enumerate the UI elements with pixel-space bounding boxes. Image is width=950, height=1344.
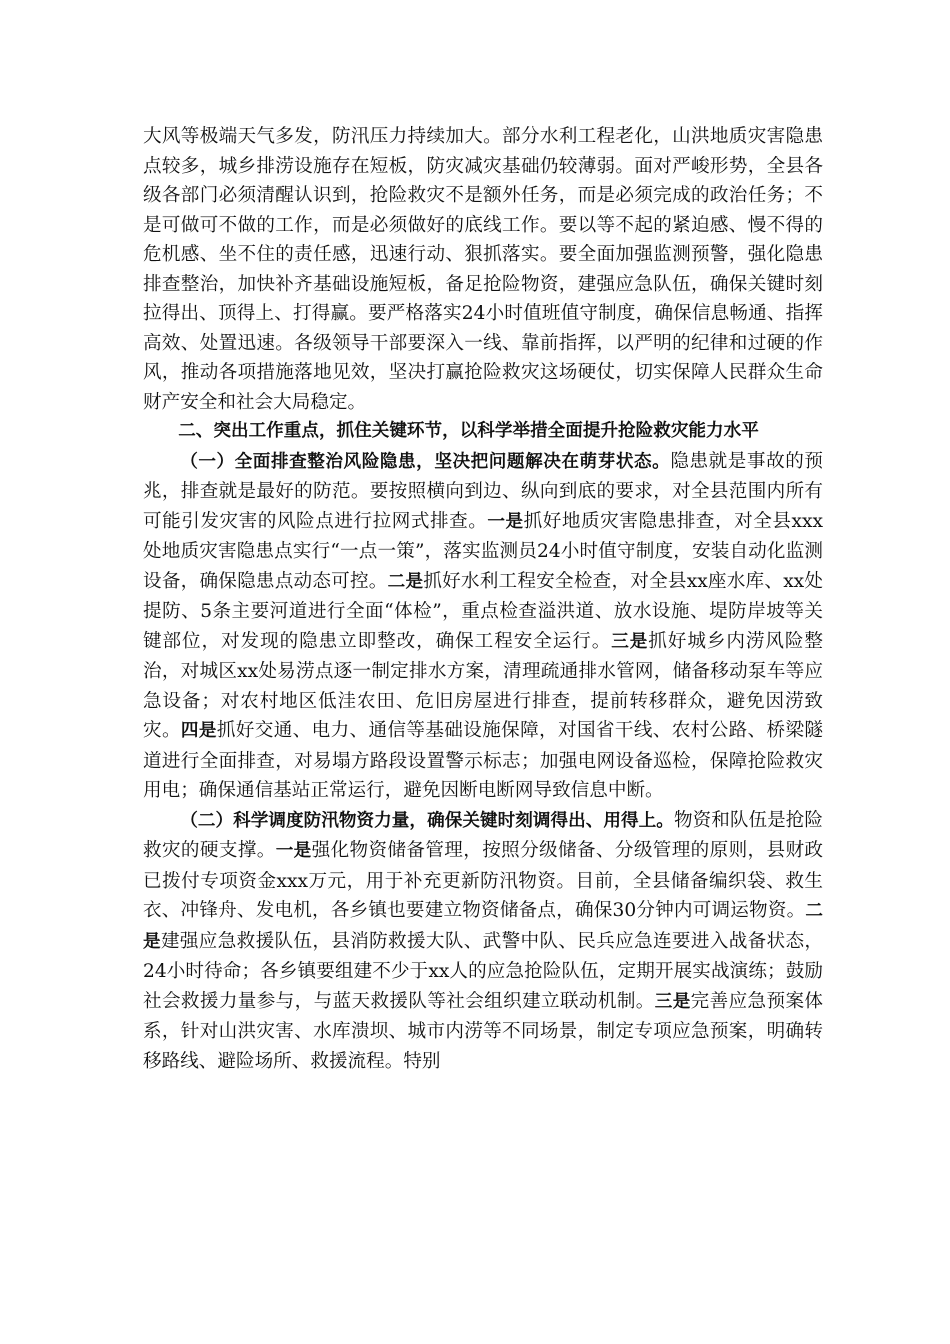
- document-body: [143, 122, 823, 1076]
- section-2-title: （二）科学调度防汛物资力量，确保关键时刻调得出、用得上。: [180, 810, 674, 831]
- section-1-keyword-4: 四是: [180, 721, 217, 741]
- section-1-keyword-3: 三是: [611, 631, 649, 652]
- section-1-title: （一）全面排查整治风险隐患，坚决把问题解决在萌芽状态。: [180, 451, 671, 472]
- section-2-keyword-2: 二是: [143, 901, 823, 952]
- section-1-text-2: 抓好水利工程安全检查，对全县xx座水库、xx处提防、5条主要河道进行全面“体检”，重点检查溢洪道、放水设施、堤防岸坡等关键部位，对发现的隐患立即整改，确保工程安全运行。: [143, 570, 823, 652]
- section-1-intro: 隐患就是事故的预兆，排查就是最好的防范。要按照横向到边、纵向到底的要求，对全县范围内所有可能引发灾害的风险点进行拉网式排查。: [143, 450, 823, 532]
- section-1-text-4: 抓好交通、电力、通信等基础设施保障，对国省干线、农村公路、桥梁隧道进行全面排查，对易塌方路段设置警示标志；加强电网设备巡检，保障抢险救灾用电；确保通信基站正常运行，避免因断电断网导致信息中断。: [143, 720, 823, 801]
- section-1-keyword-1: 一是: [487, 511, 524, 532]
- section-heading-2: 二、突出工作重点，抓住关键环节，以科学举措全面提升抢险救灾能力水平: [178, 421, 759, 441]
- section-2-text-3: 完善应急预案体系，针对山洪灾害、水库溃坝、城市内涝等不同场景，制定专项应急预案，明确转移路线、避险场所、救援流程。特别: [143, 990, 823, 1072]
- intro-paragraph: [143, 122, 823, 417]
- section-1-text-3: 抓好城乡内涝风险整治，对城区xx处易涝点逐一制定排水方案，清理疏通排水管网，储备移动泵车等应急设备；对农村地区低洼农田、危旧房屋进行排查，提前转移群众，避免因涝致灾。: [143, 630, 823, 741]
- section-1-paragraph: [143, 447, 823, 806]
- section-2-text-2: 建强应急救援队伍，县消防救援大队、武警中队、民兵应急连要进入战备状态，24小时待命；各乡镇要组建不少于xx人的应急抢险队伍，定期开展实战演练；鼓励社会救援力量参与，与蓝天救援队等社会组织建立联动机制。: [143, 930, 823, 1012]
- section-1-keyword-2: 二是: [387, 571, 424, 592]
- intro-text: 大风等极端天气多发，防汛压力持续加大。部分水利工程老化，山洪地质灾害隐患点较多，城乡排涝设施存在短板，防灾减灾基础仍较薄弱。面对严峻形势，全县各级各部门必须清醒认识到，抢险救灾不是额外任务，而是必须完成的政治任务；不是可做可不做的工作，而是必须做好的底线工作。要以等不起的紧迫感、慢不得的危机感、坐不住的责任感，迅速行动、狠抓落实。要全面加强监测预警，强化隐患排查整治，加快补齐基础设施短板，备足抢险物资，建强应急队伍，确保关键时刻拉得出、顶得上、打得赢。要严格落实24小时值班值守制度，确保信息畅通、指挥高效、处置迅速。各级领导干部要深入一线、靠前指挥，以严明的纪律和过硬的作风，推动各项措施落地见效，坚决打赢抢险救灾这场硬仗，切实保障人民群众生命财产安全和社会大局稳定。: [143, 126, 823, 413]
- section-2-paragraph: [143, 806, 823, 1077]
- section-2-intro: 物资和队伍是抢险救灾的硬支撑。: [143, 809, 823, 861]
- section-2-keyword-3: 三是: [654, 991, 691, 1012]
- section-1-text-1: 抓好地质灾害隐患排查，对全县xxx处地质灾害隐患点实行“一点一策”，落实监测员24小时值守制度，安装自动化监测设备，确保隐患点动态可控。: [143, 510, 823, 592]
- section-2-text-1: 强化物资储备管理，按照分级储备、分级管理的原则，县财政已拨付专项资金xxx万元，用于补充更新防汛物资。目前，全县储备编织袋、救生衣、冲锋舟、发电机，各乡镇也要建立物资储备点，确保30分钟内可调运物资。: [143, 840, 823, 921]
- section-2-keyword-1: 一是: [275, 841, 312, 861]
